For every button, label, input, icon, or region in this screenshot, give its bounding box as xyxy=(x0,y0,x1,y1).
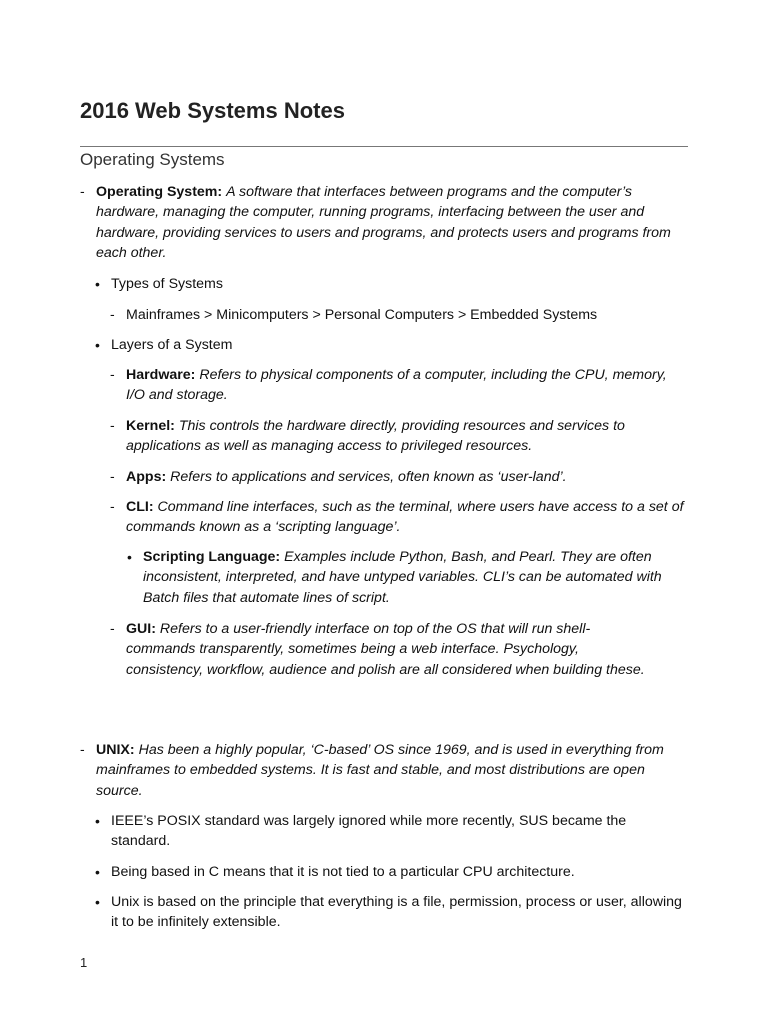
layers-heading: Layers of a System xyxy=(111,337,233,353)
dash-marker: - xyxy=(110,620,115,636)
unix-point: IEEE’s POSIX standard was largely ignored while more recently, SUS became the standard. xyxy=(111,813,627,850)
scripting-item xyxy=(143,547,668,608)
cli-item xyxy=(126,497,688,538)
dash-marker: - xyxy=(110,498,115,514)
apps-description: Refers to applications and services, often known as ‘user-land’. xyxy=(170,469,567,485)
os-term: Operating System: xyxy=(96,184,223,200)
kernel-item xyxy=(126,416,688,457)
cli-term: CLI: xyxy=(126,499,154,515)
types-heading: Types of Systems xyxy=(111,276,223,292)
bullet-marker: • xyxy=(95,276,100,292)
os-definition xyxy=(96,182,688,263)
gui-term: GUI: xyxy=(126,621,156,637)
types-list: Mainframes > Minicomputers > Personal Computers > Embedded Systems xyxy=(126,307,598,323)
page-title: 2016 Web Systems Notes xyxy=(80,98,345,123)
bullet-marker: • xyxy=(127,549,132,565)
section-heading: Operating Systems xyxy=(80,150,225,169)
dash-marker: - xyxy=(110,417,115,433)
cli-description: Command line interfaces, such as the terminal, where users have access to a set of commands known as a ‘scripting language’. xyxy=(126,499,684,536)
hardware-term: Hardware: xyxy=(126,367,196,383)
hardware-description: Refers to physical components of a computer, including the CPU, memory, I/O and storage. xyxy=(126,367,667,404)
bullet-marker: • xyxy=(95,337,100,353)
dash-marker: - xyxy=(110,468,115,484)
gui-item xyxy=(126,619,646,680)
scripting-term: Scripting Language: xyxy=(143,549,281,565)
apps-item xyxy=(126,467,688,487)
bullet-marker: • xyxy=(95,813,100,829)
unix-point: Being based in C means that it is not tied to a particular CPU architecture. xyxy=(111,864,575,880)
unix-definition xyxy=(96,740,688,801)
dash-marker: - xyxy=(80,183,85,199)
unix-description: Has been a highly popular, ‘C-based’ OS since 1969, and is used in everything from mainframes to embedded systems. It is fast and stable, and most distributions are open source. xyxy=(96,742,664,799)
unix-term: UNIX: xyxy=(96,742,135,758)
bullet-marker: • xyxy=(95,864,100,880)
apps-term: Apps: xyxy=(126,469,167,485)
page-number: 1 xyxy=(80,955,88,970)
dash-marker: - xyxy=(110,306,115,322)
bullet-marker: • xyxy=(95,894,100,910)
unix-point: Unix is based on the principle that everything is a file, permission, process or user, allowing it to be infinitely extensible. xyxy=(111,894,682,931)
os-description: A software that interfaces between programs and the computer’s hardware, managing the computer, running programs, interfacing between the user and hardware, providing services to users and programs, and protects users and programs from each other. xyxy=(96,184,671,261)
scripting-description: Examples include Python, Bash, and Pearl. They are often inconsistent, interpreted, and have untyped variables. CLI’s can be automated with Batch files that automate lines of script. xyxy=(143,549,662,606)
kernel-description: This controls the hardware directly, providing resources and services to applications as well as managing access to privileged resources. xyxy=(126,418,625,455)
title-divider xyxy=(80,146,688,147)
kernel-term: Kernel: xyxy=(126,418,175,434)
dash-marker: - xyxy=(110,366,115,382)
dash-marker: - xyxy=(80,741,85,757)
gui-description: Refers to a user-friendly interface on top of the OS that will run shell-commands transparently, sometimes being a web interface. Psychology, consistency, workflow, audience and polish are all considered when building these. xyxy=(126,621,645,678)
hardware-item xyxy=(126,365,676,406)
